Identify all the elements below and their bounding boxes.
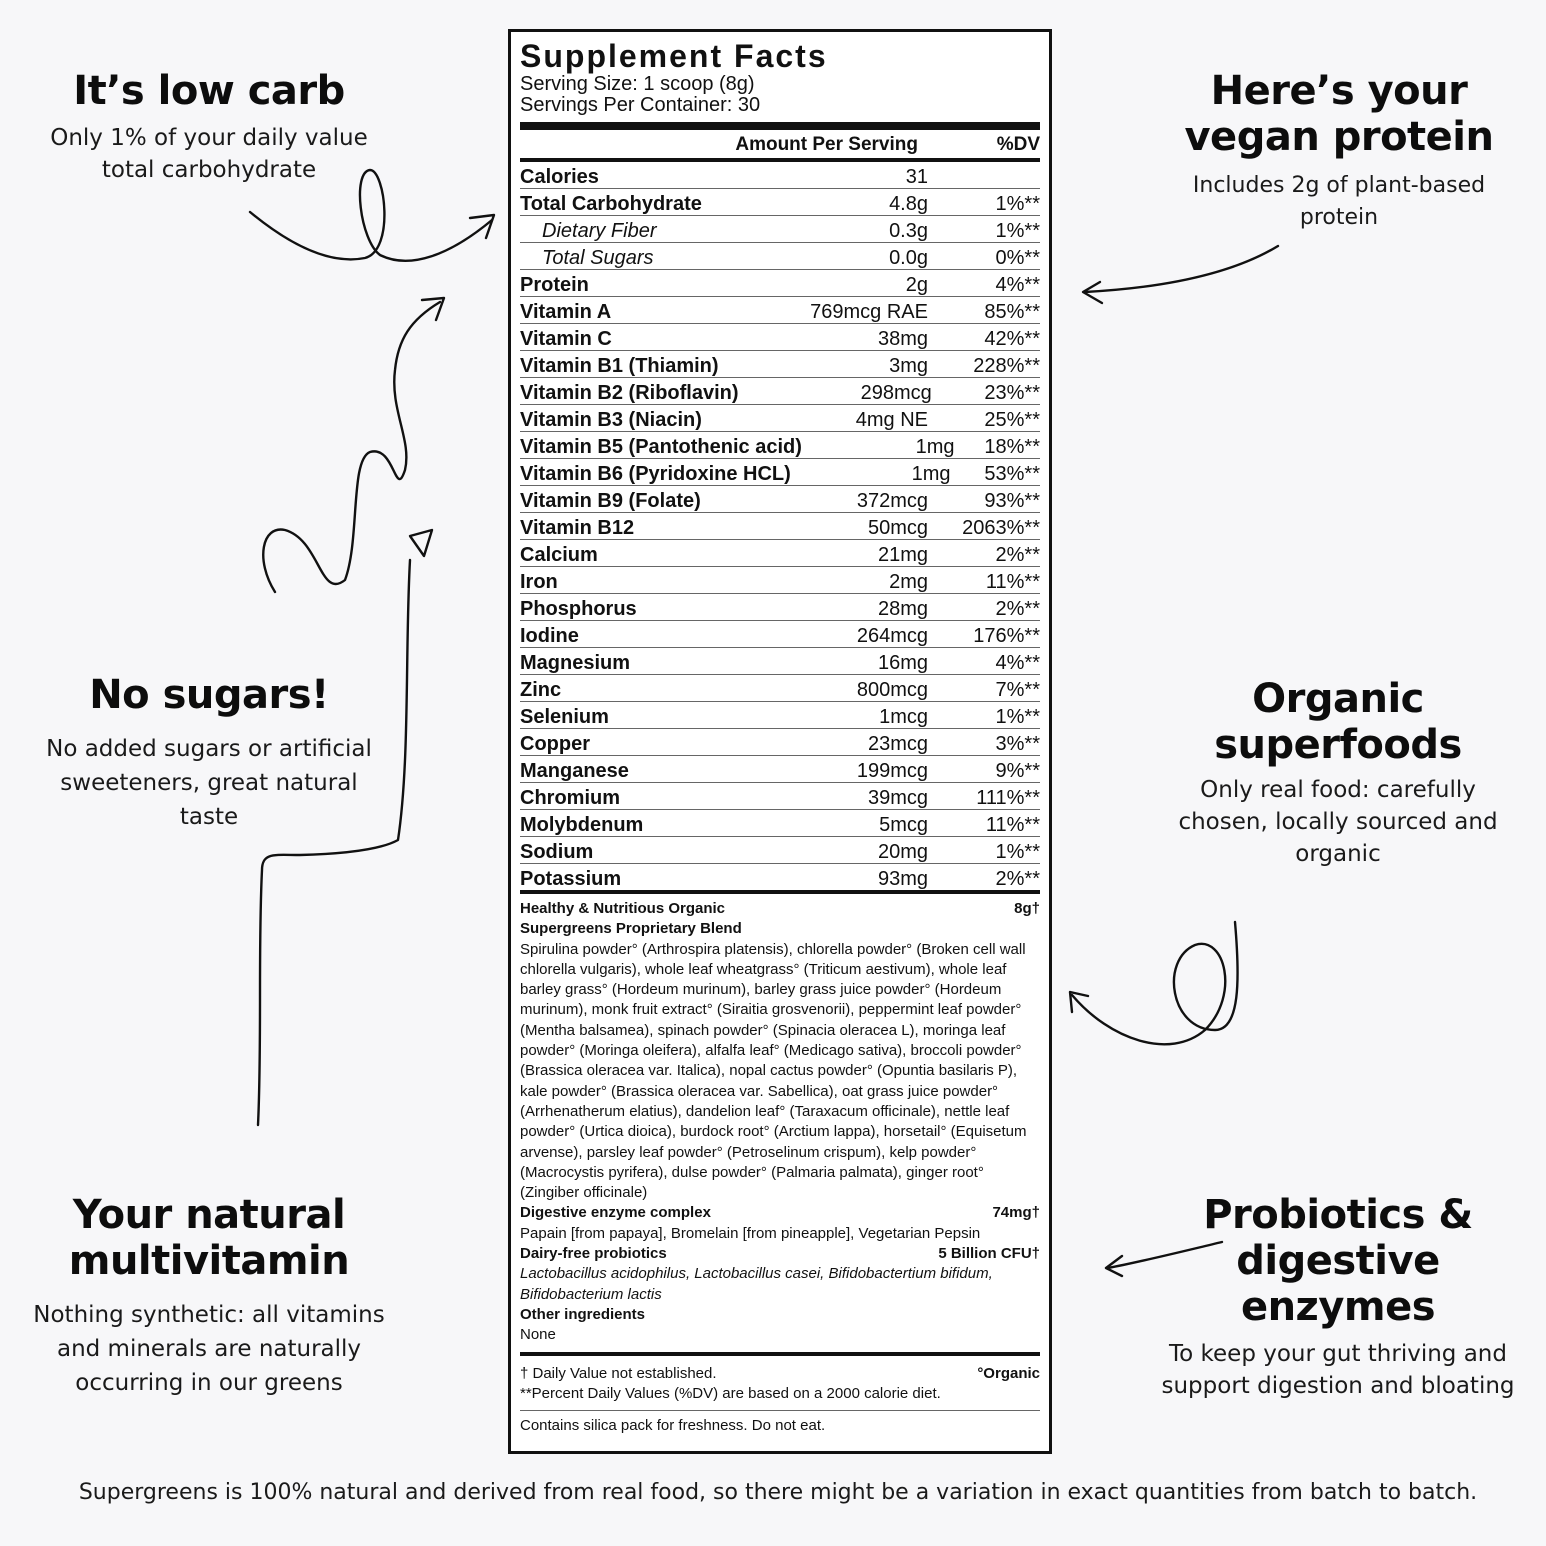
callout-low-carb-title: It’s low carb (73, 68, 345, 114)
callout-vegan-protein-text: Includes 2g of plant-based protein (1192, 173, 1486, 230)
probiotics-amount: 5 Billion CFU† (938, 1245, 1040, 1263)
nutrient-amount: 5mcg (879, 814, 928, 836)
nutrient-dv: 85%** (984, 301, 1040, 323)
callout-multivitamin-text: Nothing synthetic: all vitamins and minerals are naturally occurring in our greens (33, 1302, 385, 1396)
other-text: None (520, 1326, 556, 1344)
nutrient-name: Vitamin B5 (Pantothenic acid) (520, 436, 802, 458)
nutrient-row (520, 405, 1040, 432)
callout-probiotics-text: To keep your gut thriving and support digestion and bloating (1161, 1341, 1515, 1399)
callout-no-sugars-title: No sugars! (89, 672, 329, 718)
nutrient-amount: 93mg (877, 868, 928, 890)
callout-multivitamin-title: Your natural multivitamin (68, 1192, 350, 1284)
blend-title-1: Healthy & Nutritious Organic (520, 900, 726, 917)
nutrient-dv: 9%** (995, 760, 1040, 782)
nutrient-amount: 3mg (889, 355, 928, 377)
nutrient-dv: 0%** (995, 247, 1040, 269)
nutrient-name: Vitamin B6 (Pyridoxine HCL) (520, 463, 791, 485)
nutrient-name: Phosphorus (520, 598, 637, 620)
blend-header (520, 899, 1040, 940)
enzyme-title: Digestive enzyme complex (520, 1204, 711, 1222)
nutrient-dv: 18%** (984, 436, 1040, 458)
nutrient-row (520, 540, 1040, 567)
panel-title: Supplement Facts (520, 38, 828, 74)
nutrient-dv: 176%** (973, 625, 1040, 647)
nutrient-dv: 1%** (995, 841, 1040, 863)
nutrient-name: Copper (520, 733, 590, 755)
nutrient-dv: 4%** (995, 274, 1040, 296)
supplement-facts-panel (508, 29, 1052, 1454)
arrow-squiggle (263, 302, 440, 592)
nutrient-name: Molybdenum (520, 814, 644, 836)
nutrient-name: Iron (520, 571, 558, 593)
nutrient-row (520, 162, 1040, 189)
nutrient-row (520, 270, 1040, 297)
nutrient-amount: 264mcg (856, 625, 928, 647)
nutrient-amount: 1mg (915, 436, 955, 458)
enzyme-header (520, 1203, 1040, 1223)
nutrient-row (520, 459, 1040, 486)
nutrient-amount: 39mcg (867, 787, 928, 809)
callout-vegan-protein-title: Here’s your vegan protein (1184, 68, 1494, 160)
footnote-organic: °Organic (977, 1364, 1040, 1382)
arrowhead-organic (1070, 992, 1088, 1012)
nutrient-amount: 16mg (877, 652, 928, 674)
nutrient-name: Sodium (520, 841, 594, 863)
callout-low-carb (40, 68, 378, 186)
nutrient-table (520, 162, 1040, 894)
nutrient-row (520, 513, 1040, 540)
nutrient-row (520, 594, 1040, 621)
nutrient-dv: 1%** (995, 193, 1040, 215)
nutrient-header (520, 130, 1040, 162)
nutrient-name: Vitamin B2 (Riboflavin) (520, 382, 739, 404)
nutrient-name: Magnesium (520, 652, 631, 674)
nutrient-amount: 769mcg RAE (810, 301, 928, 323)
nutrient-amount: 2g (905, 274, 928, 296)
nutrient-dv: 53%** (984, 463, 1040, 485)
nutrient-row (520, 432, 1040, 459)
silica-note: Contains silica pack for freshness. Do not eat. (520, 1410, 1040, 1434)
probiotics-text: Lactobacillus acidophilus, Lactobacillus casei, Bifidobactertium bifidum, Bifidobacterium lactis (520, 1265, 993, 1303)
nutrient-name: Iodine (520, 625, 579, 647)
nutrient-amount: 199mcg (856, 760, 928, 782)
callout-organic-title: Organic superfoods (1214, 676, 1462, 768)
nutrient-dv: 7%** (995, 679, 1040, 701)
probiotics-title: Dairy-free probiotics (520, 1245, 667, 1263)
nutrient-dv: 93%** (984, 490, 1040, 512)
nutrient-dv: 23%** (984, 382, 1040, 404)
callout-organic (1160, 676, 1516, 870)
footnote-percent: **Percent Daily Values (%DV) are based on a 2000 calorie diet. (520, 1384, 941, 1402)
nutrient-row (520, 837, 1040, 864)
nutrient-amount: 1mg (911, 463, 951, 485)
nutrient-amount: 20mg (877, 841, 928, 863)
callout-multivitamin (30, 1192, 388, 1400)
nutrient-dv: 3%** (995, 733, 1040, 755)
nutrient-row (520, 351, 1040, 378)
nutrient-amount: 0.3g (889, 220, 928, 242)
nutrient-amount: 38mg (877, 328, 928, 350)
nutrient-name: Calories (520, 166, 599, 188)
nutrient-dv: 111%** (976, 787, 1040, 809)
nutrient-name: Selenium (520, 706, 609, 728)
probiotics-header (520, 1244, 1040, 1264)
blend-title-2: Supergreens Proprietary Blend (520, 920, 742, 938)
arrowhead-vegan (1083, 282, 1102, 303)
nutrient-row (520, 486, 1040, 513)
nutrient-dv: 25%** (984, 409, 1040, 431)
nutrient-row (520, 648, 1040, 675)
nutrient-row (520, 783, 1040, 810)
nutrient-row (520, 756, 1040, 783)
nutrient-row (520, 243, 1040, 270)
bottom-note: Supergreens is 100% natural and derived from real food, so there might be a variation in exact quantities from batch to batch. (78, 1480, 1478, 1505)
nutrient-name: Vitamin B1 (Thiamin) (520, 355, 719, 377)
nutrient-name: Manganese (520, 760, 629, 782)
header-dv: %DV (996, 134, 1040, 155)
nutrient-dv: 2%** (995, 598, 1040, 620)
nutrient-row (520, 621, 1040, 648)
nutrient-row (520, 297, 1040, 324)
arrowhead-probiotics (1106, 1256, 1122, 1276)
footnotes (520, 1364, 1040, 1404)
nutrient-amount: 800mcg (856, 679, 928, 701)
callout-low-carb-text: Only 1% of your daily value total carbohydrate (50, 125, 368, 183)
nutrient-name: Potassium (520, 868, 622, 890)
nutrient-name: Vitamin B9 (Folate) (520, 490, 701, 512)
nutrient-amount: 298mcg (860, 382, 932, 404)
divider-footer (520, 1352, 1040, 1356)
nutrient-dv: 4%** (995, 652, 1040, 674)
other-header (520, 1305, 1040, 1325)
serving-size: Serving Size: 1 scoop (8g) (520, 73, 755, 95)
footnote-dv: † Daily Value not established. (520, 1364, 717, 1382)
nutrient-amount: 4.8g (889, 193, 928, 215)
nutrient-name: Vitamin B3 (Niacin) (520, 409, 702, 431)
nutrient-row (520, 702, 1040, 729)
callout-no-sugars-text: No added sugars or artificial sweeteners, great natural taste (46, 736, 372, 830)
nutrient-dv: 228%** (973, 355, 1040, 377)
nutrient-amount: 21mg (877, 544, 928, 566)
callout-vegan-protein (1170, 68, 1508, 234)
arrowhead-multivitamin (410, 530, 432, 556)
arrow-multivitamin (258, 560, 410, 1125)
nutrient-amount: 2mg (889, 571, 928, 593)
nutrient-row (520, 324, 1040, 351)
nutrient-row (520, 216, 1040, 243)
nutrient-dv: 11%** (985, 571, 1040, 593)
nutrient-name: Protein (520, 274, 589, 296)
ingredients-section (520, 899, 1040, 1346)
arrow-vegan (1085, 246, 1278, 292)
nutrient-dv: 42%** (984, 328, 1040, 350)
nutrient-dv: 2%** (995, 544, 1040, 566)
nutrient-amount: 4mg NE (855, 409, 928, 431)
nutrient-row (520, 810, 1040, 837)
enzyme-text: Papain [from papaya], Bromelain [from pineapple], Vegetarian Pepsin (520, 1224, 981, 1242)
nutrient-dv: 11%** (985, 814, 1040, 836)
nutrient-amount: 372mcg (856, 490, 928, 512)
nutrient-amount: 50mcg (867, 517, 928, 539)
nutrient-dv: 1%** (995, 706, 1040, 728)
nutrient-name: Vitamin B12 (520, 517, 635, 539)
blend-ingredients: Spirulina powder° (Arthrospira platensis), chlorella powder° (Broken cell wall chlorella vulgaris), whole leaf wheatgrass° (Triticum aestivum), whole leaf barley grass° (Hordeum murinum), barley grass juice powder° (Hordeum murinum), monk fruit extract° (Siraitia grosvenorii), peppermint leaf powder° (Mentha balsamea), spinach powder° (Spinacia oleracea L), moringa leaf powder° (Moringa oleifera), alfalfa leaf° (Medicago sativa), broccoli powder° (Brassica oleracea var. Italica), nopal cactus powder° (Opuntia basilaris P), kale powder° (Brassica oleracea var. Sabellica), oat grass juice powder° (Arrhenatherum elatius), dandelion leaf° (Taraxacum officinale), nettle leaf powder° (Urtica dioica), burdock root° (Arctium lappa), horsetail° (Equisetum arvense), parsley leaf powder° (Petroselinum crispum), kelp powder° (Macrocystis pyrifera), dulse powder° (Palmaria palmata), ginger root° (Zingiber officinale) (520, 940, 1027, 1202)
nutrient-name: Total Sugars (542, 247, 654, 269)
nutrient-name: Chromium (520, 787, 620, 809)
nutrient-name: Calcium (520, 544, 598, 566)
nutrient-row (520, 729, 1040, 756)
callout-probiotics (1160, 1192, 1516, 1402)
arrowhead-squiggle (422, 298, 444, 320)
nutrient-name: Dietary Fiber (542, 220, 657, 242)
blend-amount: 8g† (1014, 900, 1040, 917)
nutrient-row (520, 378, 1040, 405)
callout-organic-text: Only real food: carefully chosen, locally sourced and organic (1178, 777, 1498, 867)
nutrient-name: Vitamin A (520, 301, 612, 323)
nutrient-row (520, 864, 1040, 894)
header-amount: Amount Per Serving (735, 134, 918, 155)
nutrient-amount: 28mg (877, 598, 928, 620)
nutrient-row (520, 675, 1040, 702)
nutrient-row (520, 567, 1040, 594)
nutrient-dv: 1%** (995, 220, 1040, 242)
nutrient-row (520, 189, 1040, 216)
divider-thick (520, 122, 1040, 130)
nutrient-name: Zinc (520, 679, 562, 701)
nutrient-name: Total Carbohydrate (520, 193, 702, 215)
nutrient-name: Vitamin C (520, 328, 612, 350)
arrowhead-low-carb (470, 215, 494, 238)
arrow-organic (1072, 922, 1238, 1044)
callout-no-sugars (40, 672, 378, 834)
callout-probiotics-title: Probiotics & digestive enzymes (1203, 1192, 1473, 1330)
nutrient-dv: 2%** (995, 868, 1040, 890)
other-title: Other ingredients (520, 1305, 646, 1323)
nutrient-amount: 31 (905, 166, 928, 188)
nutrient-dv: 2063%** (962, 517, 1040, 539)
servings-per-container: Servings Per Container: 30 (520, 94, 761, 116)
nutrient-amount: 23mcg (867, 733, 928, 755)
nutrient-amount: 0.0g (889, 247, 928, 269)
enzyme-amount: 74mg† (992, 1204, 1040, 1222)
nutrient-amount: 1mcg (879, 706, 928, 728)
